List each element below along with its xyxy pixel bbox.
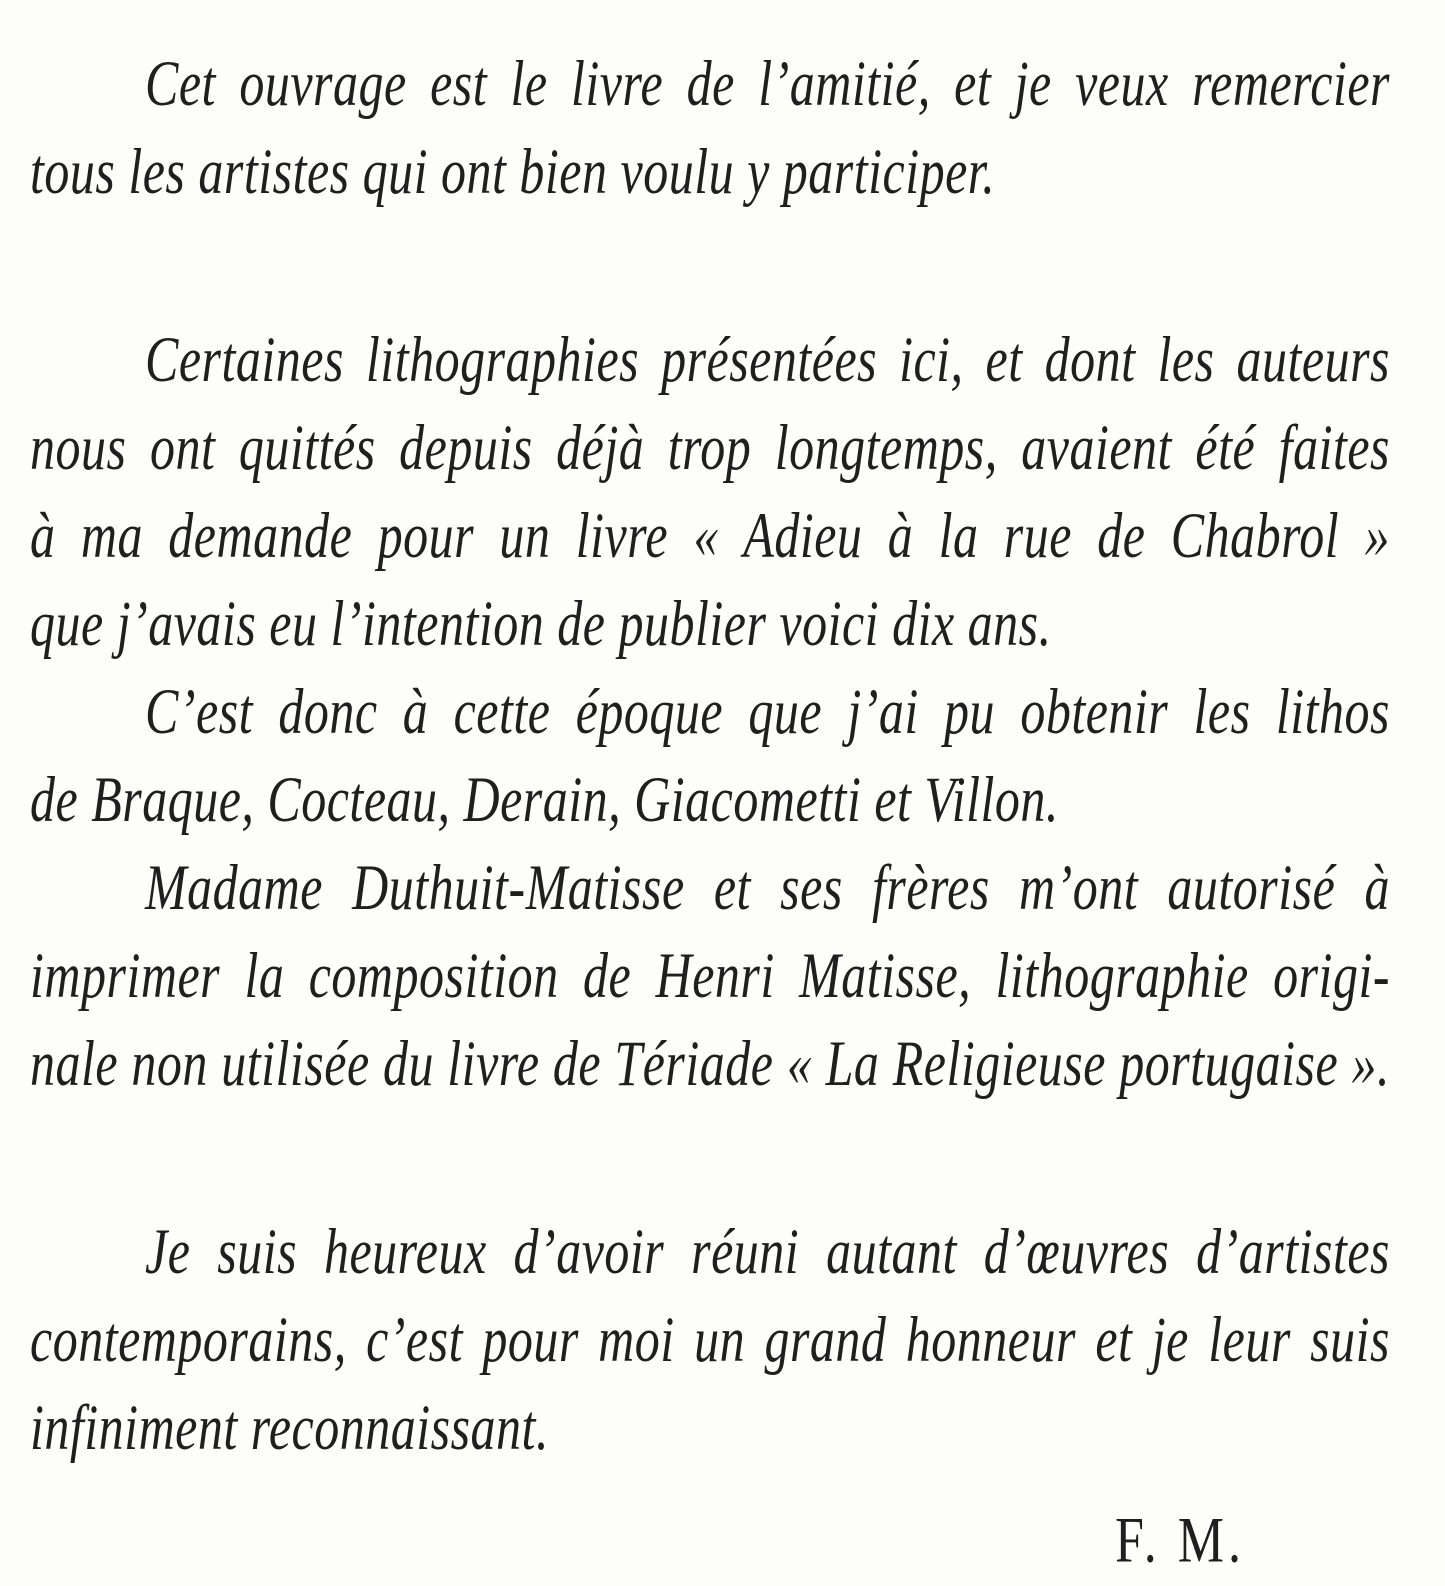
text-line: nale non utilisée du livre de Tériade « La Religieuse portugaise ». bbox=[30, 1026, 1390, 1100]
text-line: que j’avais eu l’intention de publier voici dix ans. bbox=[30, 586, 1052, 660]
text-line: Je suis heureux d’avoir réuni autant d’œuvres d’artistes bbox=[145, 1214, 1390, 1288]
signature-row bbox=[30, 1505, 1390, 1578]
paragraph bbox=[30, 1208, 1390, 1472]
paragraph bbox=[30, 844, 1390, 1108]
text-line: Cet ouvrage est le livre de l’amitié, et je veux remercier bbox=[145, 46, 1390, 120]
paragraph bbox=[30, 40, 1390, 216]
text-line: Madame Duthuit-Matisse et ses frères m’ont autorisé à bbox=[145, 850, 1390, 924]
text-line: Certaines lithographies présentées ici, et dont les auteurs bbox=[145, 322, 1390, 396]
text-line: tous les artistes qui ont bien voulu y participer. bbox=[30, 134, 996, 208]
text-line: imprimer la composition de Henri Matisse, lithographie origi- bbox=[30, 938, 1390, 1012]
paragraph bbox=[30, 316, 1390, 668]
text-line: à ma demande pour un livre « Adieu à la rue de Chabrol » bbox=[30, 498, 1390, 572]
paragraph bbox=[30, 668, 1390, 844]
text-line: nous ont quittés depuis déjà trop longtemps, avaient été faites bbox=[30, 410, 1390, 484]
signature-initials: F. M. bbox=[1115, 1505, 1245, 1577]
text-line: C’est donc à cette époque que j’ai pu obtenir les lithos bbox=[145, 674, 1390, 748]
text-line: de Braque, Cocteau, Derain, Giacometti et Villon. bbox=[30, 762, 1059, 836]
text-line: infiniment reconnaissant. bbox=[30, 1390, 549, 1464]
text-block bbox=[30, 40, 1390, 1472]
text-line: contemporains, c’est pour moi un grand honneur et je leur suis bbox=[30, 1302, 1390, 1376]
